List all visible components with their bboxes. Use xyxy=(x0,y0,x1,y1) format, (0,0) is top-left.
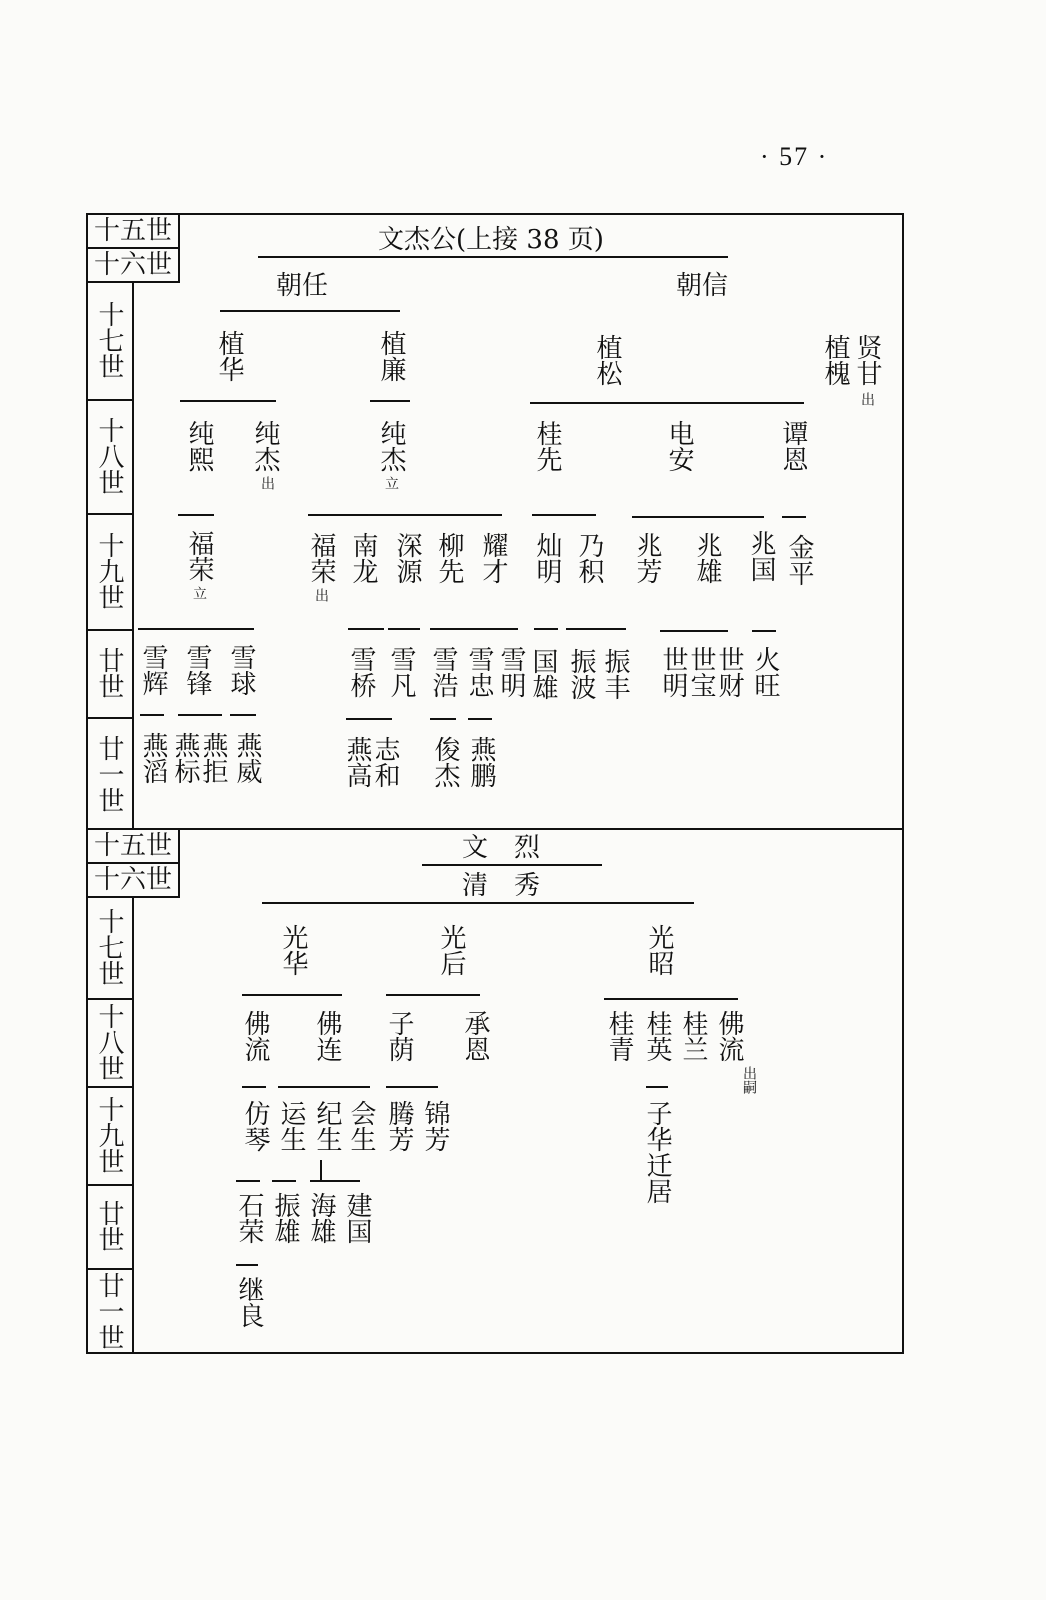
person-yanbiao: 燕标 xyxy=(170,732,200,784)
person-guoxiong: 国雄 xyxy=(528,648,558,700)
line xyxy=(468,718,492,720)
person-yantao: 燕滔 xyxy=(138,732,168,784)
person-xuehao: 雪浩 xyxy=(428,646,458,698)
line xyxy=(242,1086,266,1088)
line xyxy=(430,718,456,720)
note-li: 立 xyxy=(191,586,207,600)
line xyxy=(262,902,694,904)
person-tengfang: 腾芳 xyxy=(384,1100,414,1152)
gen-label-21: 廿一世 xyxy=(86,717,134,830)
person-jianguo: 建国 xyxy=(342,1192,372,1244)
person-zhihe: 志和 xyxy=(370,736,400,788)
person-jiliang: 继良 xyxy=(234,1276,264,1328)
person-jinfang: 锦芳 xyxy=(420,1100,450,1152)
person-zhenbo: 振波 xyxy=(566,648,596,700)
line xyxy=(388,628,420,630)
gen-header-15: 十五世 xyxy=(86,828,180,864)
person-zhihuai: 植槐 xyxy=(820,334,850,386)
gen-label-19: 十九世 xyxy=(86,1086,134,1186)
person-zhisong: 植松 xyxy=(592,334,622,386)
note-chu: 出 xyxy=(313,588,329,602)
line xyxy=(566,628,626,630)
line xyxy=(370,400,410,402)
line xyxy=(178,514,214,516)
person-haixiong: 海雄 xyxy=(306,1192,336,1244)
line xyxy=(138,628,254,630)
person-guangzhao: 光昭 xyxy=(644,924,674,976)
person-ziyin: 子荫 xyxy=(384,1010,414,1062)
person-xueqiao: 雪桥 xyxy=(346,646,376,698)
person-shiming: 世明 xyxy=(658,646,688,698)
line xyxy=(386,1086,438,1088)
line xyxy=(632,516,764,518)
person-zhaofang: 兆芳 xyxy=(632,532,662,584)
note-chu: 出 xyxy=(259,476,275,490)
line xyxy=(348,628,384,630)
person-xueming: 雪明 xyxy=(496,646,526,698)
person-zhaoxiong: 兆雄 xyxy=(692,532,722,584)
line xyxy=(530,402,804,404)
person-foliu-b: 佛流 xyxy=(714,1010,744,1062)
line xyxy=(236,1180,260,1182)
person-zihua: 子华迁居 xyxy=(642,1100,672,1204)
line xyxy=(782,516,806,518)
person-yaocai: 耀才 xyxy=(478,532,508,584)
person-shirong: 石荣 xyxy=(234,1192,264,1244)
line xyxy=(180,400,276,402)
person-canming: 灿明 xyxy=(532,532,562,584)
note-chusi: 出嗣 xyxy=(741,1066,757,1094)
person-yanpeng: 燕鹏 xyxy=(466,736,496,788)
person-yanju: 燕拒 xyxy=(198,732,228,784)
person-yangao: 燕高 xyxy=(342,736,372,788)
line xyxy=(236,1264,258,1266)
person-guiqing: 桂青 xyxy=(604,1010,634,1062)
person-folian: 佛连 xyxy=(312,1010,342,1062)
line xyxy=(320,1160,322,1180)
note-chu: 出 xyxy=(859,392,875,406)
note-li: 立 xyxy=(383,476,399,490)
person-naiji: 乃积 xyxy=(574,532,604,584)
gen-label-17: 十七世 xyxy=(86,281,134,401)
line xyxy=(604,998,738,1000)
person-xuefan: 雪凡 xyxy=(386,646,416,698)
person-xuefeng: 雪锋 xyxy=(182,644,212,696)
person-xueqiu: 雪球 xyxy=(226,644,256,696)
gen-header-16: 十六世 xyxy=(86,862,180,898)
person-liuxian: 柳先 xyxy=(434,532,464,584)
person-chunjie-a: 纯杰 xyxy=(250,420,280,472)
line xyxy=(140,714,164,716)
person-yanwei: 燕威 xyxy=(232,732,262,784)
line xyxy=(534,628,558,630)
person-junjie: 俊杰 xyxy=(430,736,460,788)
gen-label-20: 廿世 xyxy=(86,1184,134,1270)
line xyxy=(532,514,596,516)
line xyxy=(386,994,480,996)
gen-label-18: 十八世 xyxy=(86,998,134,1088)
person-qingxiu: 清 秀 xyxy=(462,871,541,901)
person-chunxi: 纯熙 xyxy=(184,420,214,472)
person-chengen: 承恩 xyxy=(460,1010,490,1062)
person-jinping: 金平 xyxy=(784,534,814,586)
line xyxy=(230,714,256,716)
person-xuezhong: 雪忠 xyxy=(464,646,494,698)
person-zhihua: 植华 xyxy=(214,330,244,382)
person-shicai: 世财 xyxy=(714,646,744,698)
person-huisheng: 会生 xyxy=(346,1100,376,1152)
line xyxy=(220,310,400,312)
line xyxy=(430,628,518,630)
person-zhaoguo: 兆国 xyxy=(746,530,776,582)
person-foliu: 佛流 xyxy=(240,1010,270,1062)
line xyxy=(646,1086,668,1088)
person-guanghua: 光华 xyxy=(278,924,308,976)
person-dianan: 电安 xyxy=(664,420,694,472)
line xyxy=(272,1180,296,1182)
gen-label-17: 十七世 xyxy=(86,896,134,1000)
line xyxy=(308,514,502,516)
line xyxy=(242,994,342,996)
person-nanlong: 南龙 xyxy=(348,532,378,584)
person-yunsheng: 运生 xyxy=(276,1100,306,1152)
line xyxy=(660,630,728,632)
person-guanghou: 光后 xyxy=(436,924,466,976)
gen-label-18: 十八世 xyxy=(86,399,134,515)
person-fangqin: 仿琴 xyxy=(240,1100,270,1152)
person-guilan: 桂兰 xyxy=(678,1010,708,1062)
person-chunjie-b: 纯杰 xyxy=(376,420,406,472)
line xyxy=(752,630,776,632)
person-furong-a: 福荣 xyxy=(184,530,214,582)
person-wenlie: 文 烈 xyxy=(462,833,541,863)
line xyxy=(258,256,728,258)
person-huowang: 火旺 xyxy=(750,646,780,698)
person-furong-b: 福荣 xyxy=(306,532,336,584)
line xyxy=(422,864,602,866)
line xyxy=(346,718,392,720)
gen-header-16: 十六世 xyxy=(86,247,180,283)
person-jisheng: 纪生 xyxy=(312,1100,342,1152)
person-guiying: 桂英 xyxy=(642,1010,672,1062)
page-number: · 57 · xyxy=(760,142,829,171)
gen-header-15: 十五世 xyxy=(86,213,180,249)
gen-label-21: 廿一世 xyxy=(86,1268,134,1354)
person-zhenfeng: 振丰 xyxy=(600,648,630,700)
gen-label-19: 十九世 xyxy=(86,513,134,631)
person-xuehui: 雪辉 xyxy=(138,644,168,696)
person-chaoxin: 朝信 xyxy=(676,271,729,301)
bottom-genealogy-table xyxy=(86,828,904,1354)
person-tanen: 谭恩 xyxy=(778,420,808,472)
line xyxy=(310,1180,360,1182)
line xyxy=(278,1086,370,1088)
person-shibao: 世宝 xyxy=(686,646,716,698)
person-guixian: 桂先 xyxy=(532,420,562,472)
person-shenyuan: 深源 xyxy=(392,532,422,584)
person-zhilian: 植廉 xyxy=(376,330,406,382)
gen-label-20: 廿世 xyxy=(86,629,134,719)
person-xiangan: 贤甘 xyxy=(852,334,882,386)
ancestor-title: 文杰公(上接 38 页) xyxy=(378,225,604,255)
person-zhenxiong: 振雄 xyxy=(270,1192,300,1244)
person-chaoren: 朝任 xyxy=(276,271,329,301)
line xyxy=(178,714,222,716)
